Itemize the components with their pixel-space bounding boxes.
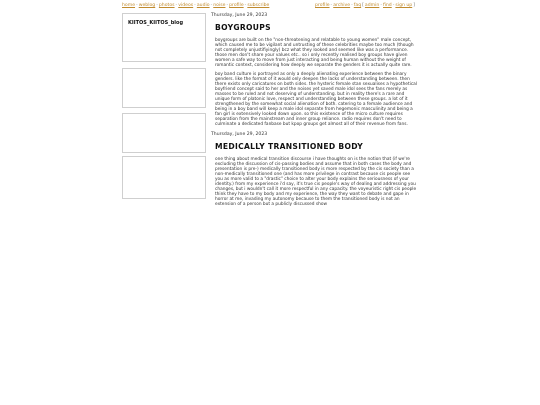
nav-link-profile-right[interactable]: profile	[315, 3, 330, 8]
top-navigation-bar	[0, 0, 540, 12]
secondary-nav	[315, 0, 416, 12]
post-paragraph: boy band culture is portrayed as only a deeply alienating experience between the binary genders. like the format of it would only deepen the lacks of understanding between. then there exists only caricatures on both sides. the hysteric female stan sexualises a hypothetical boyfriend concept said to her and the noises yet saved male idol sees the fans merely as masses to be ruled and not deserving of understanding. but in reality there's a rare and unique form of platonic love, respect and understanding between these groups. a lot of it strengthened by the somewhat social alienation of both. catering to a female audience and being in a boy band will keep a male idol separate from hegemonic masculinity and being a fan girl is extensively looked down upon. so this existence of the micro culture requires separation from the mainstream and inner group reliance. radio requires don't need to culminate a dedicated fanbase but kpop groups get almost all of their revenue from fans.	[215, 72, 418, 127]
nav-separator: -	[210, 3, 213, 8]
nav-link-photos[interactable]: photos	[158, 3, 175, 8]
nav-link-faq[interactable]: faq	[353, 3, 362, 8]
nav-link-sign-up[interactable]: sign up	[395, 3, 413, 8]
post-title[interactable]: BOYGROUPS	[215, 23, 271, 32]
post-paragraph: boygroups are built on the "non-threatening and relatable to young women" male concept, which caused me to be vigilant and untrusting of these celebrities maybe too much (though not completely unjustifiyingly) bcz what they looked and seemed like was a performance. those men don't share your values etc.. so i only recently realised boy groups have given women a safe way to move from just interacting and being human without the weight of romantic context, considering how deeply we separate the genders it is actually quite rare.	[215, 38, 414, 68]
nav-link-home[interactable]: home	[122, 3, 136, 8]
blog-name: KIITOS_KIITOS_blog	[128, 20, 184, 26]
nav-separator: -	[244, 3, 247, 8]
nav-separator: -	[380, 3, 382, 8]
nav-link-subscribe[interactable]: subscribe	[247, 3, 270, 8]
nav-bracket-open: [	[362, 3, 364, 8]
nav-separator: -	[392, 3, 395, 8]
nav-link-find[interactable]: find	[383, 3, 392, 8]
primary-nav	[122, 0, 269, 12]
nav-separator: -	[330, 3, 333, 8]
sidebar-box	[122, 113, 206, 153]
nav-separator: -	[194, 3, 196, 8]
nav-link-audio[interactable]: audio	[196, 3, 210, 8]
nav-link-profile[interactable]: profile	[229, 3, 244, 8]
nav-separator: -	[351, 3, 353, 8]
sidebar-profile-box	[122, 13, 206, 62]
sidebar-box	[122, 68, 206, 108]
nav-link-weblog[interactable]: weblog	[138, 3, 156, 8]
post-date: Thursday, June 29, 2023	[211, 13, 268, 18]
blog-main-column	[211, 12, 419, 212]
nav-separator: -	[175, 3, 178, 8]
post-title[interactable]: MEDICALLY TRANSITIONED BODY	[215, 142, 364, 152]
sidebar-box	[122, 156, 206, 199]
nav-separator: -	[156, 3, 158, 8]
nav-separator: -	[136, 3, 138, 8]
post-paragraph: one thing about medical transition discourse i have thoughts on is the notion that (if we're excluding the discussion of cis-passing bodies and assume that in both cases the body and presentation is pre-) medically transitioned body is more respected by the cis society than a non-medically transitioned one (and has more privilege in contrast because cis people see you as more valid to a "drastic" choice to alter your body explains the seriousness of your identity.) from my experience i'd say, it's true cis people's way of dealing and addressing you changes, but i wouldn't call it more respectful in any capacity. the voyeuristic right cis people think they have to my body and my experience, the way they want to debate and gape in horror at me, invading my autonomy because to them the transitioned body is not an extension of a person but a publicly discussed show	[215, 157, 417, 207]
nav-bracket-close: ]	[413, 3, 415, 8]
blog-post	[211, 132, 419, 207]
nav-separator: -	[226, 3, 229, 8]
nav-link-videos[interactable]: videos	[178, 3, 194, 8]
nav-link-archive[interactable]: archive	[333, 3, 351, 8]
nav-link-noise[interactable]: noise	[213, 3, 226, 8]
nav-link-admin[interactable]: admin	[364, 3, 380, 8]
blog-post	[211, 13, 419, 127]
post-date: Thursday, June 29, 2023	[211, 132, 268, 138]
